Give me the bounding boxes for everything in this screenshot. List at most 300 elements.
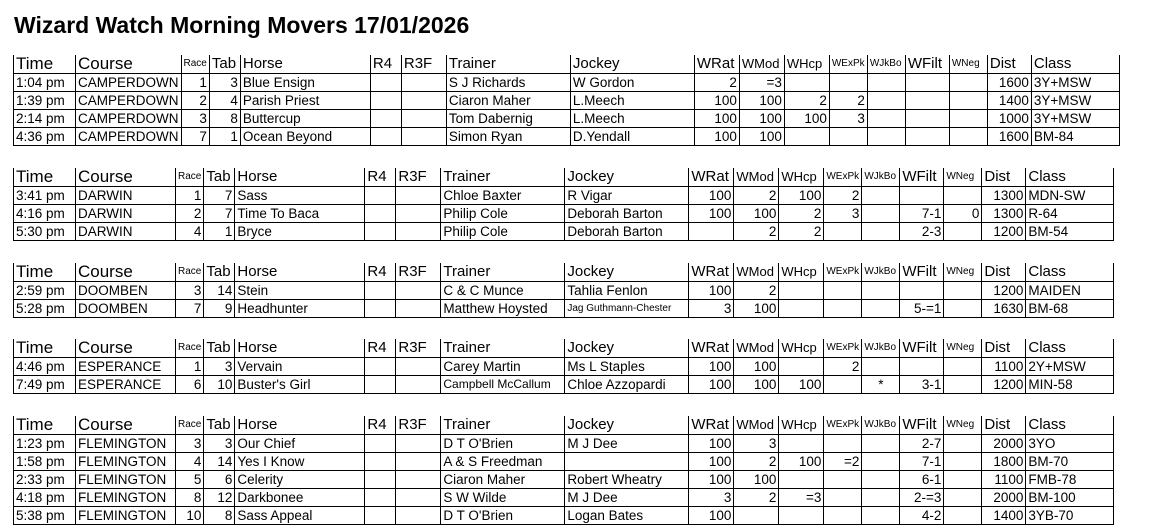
cell-course: FLEMINGTON — [76, 453, 176, 471]
cell-time: 4:16 pm — [14, 205, 76, 223]
cell-jockey: L.Meech — [570, 92, 694, 110]
cell-jockey: M J Dee — [565, 435, 689, 453]
column-header-wfilt: WFilt — [905, 55, 949, 74]
cell-r4 — [365, 507, 396, 525]
cell-wexpk: 3 — [824, 205, 862, 223]
cell-race: 8 — [176, 489, 204, 507]
cell-wfilt: 3-1 — [900, 376, 944, 394]
cell-horse: Stein — [235, 282, 365, 300]
cell-dist: 1100 — [982, 471, 1026, 489]
cell-r3f — [396, 435, 441, 453]
cell-wexpk: 2 — [824, 187, 862, 205]
cell-jockey — [565, 453, 689, 471]
cell-race: 4 — [176, 223, 204, 241]
cell-time: 4:36 pm — [14, 128, 76, 146]
cell-tab: 7 — [204, 205, 235, 223]
column-header-tab: Tab — [204, 339, 235, 358]
cell-race: 1 — [176, 358, 204, 376]
cell-r3f — [396, 453, 441, 471]
cell-wrat: 100 — [689, 471, 734, 489]
cell-race: 7 — [176, 300, 204, 318]
cell-wmod: 2 — [734, 282, 779, 300]
cell-course: ESPERANCE — [76, 358, 176, 376]
cell-whcp — [784, 74, 829, 92]
column-header-wjkbo: WJkBo — [867, 55, 905, 74]
table-row — [14, 92, 1120, 110]
cell-wrat — [689, 223, 734, 241]
column-header-r4: R4 — [365, 168, 396, 187]
cell-wexpk: =2 — [824, 453, 862, 471]
cell-wmod: 2 — [734, 223, 779, 241]
cell-wneg — [944, 435, 982, 453]
cell-whcp: 100 — [784, 110, 829, 128]
cell-trainer: Chloe Baxter — [441, 187, 565, 205]
column-header-horse: Horse — [235, 263, 365, 282]
cell-wfilt: 2-=3 — [900, 489, 944, 507]
cell-wmod: 100 — [734, 300, 779, 318]
column-header-course: Course — [76, 416, 176, 435]
table-row — [14, 376, 1114, 394]
table-row — [14, 453, 1114, 471]
cell-time: 1:39 pm — [14, 92, 76, 110]
table-row — [14, 435, 1114, 453]
cell-course: DOOMBEN — [76, 282, 176, 300]
cell-trainer: Campbell McCallum — [441, 376, 565, 394]
column-header-wjkbo: WJkBo — [862, 168, 900, 187]
column-header-wmod: WMod — [734, 416, 779, 435]
column-header-tab: Tab — [209, 55, 240, 74]
table-row — [14, 128, 1120, 146]
cell-class: MIN-58 — [1026, 376, 1114, 394]
cell-wneg — [949, 128, 987, 146]
cell-horse: Time To Baca — [235, 205, 365, 223]
cell-jockey: Robert Wheatry — [565, 471, 689, 489]
column-header-time: Time — [14, 416, 76, 435]
cell-dist: 1300 — [982, 205, 1026, 223]
cell-wfilt — [905, 128, 949, 146]
cell-jockey: M J Dee — [565, 489, 689, 507]
cell-course: DARWIN — [76, 223, 176, 241]
cell-r3f — [396, 358, 441, 376]
cell-wrat: 3 — [689, 300, 734, 318]
cell-r3f — [401, 74, 446, 92]
cell-tab: 8 — [209, 110, 240, 128]
column-header-whcp: WHcp — [784, 55, 829, 74]
cell-whcp — [779, 300, 824, 318]
column-header-wfilt: WFilt — [900, 263, 944, 282]
column-header-wfilt: WFilt — [900, 168, 944, 187]
cell-wrat: 100 — [689, 376, 734, 394]
cell-wrat: 100 — [689, 358, 734, 376]
cell-race: 2 — [176, 205, 204, 223]
cell-r3f — [401, 110, 446, 128]
race-table — [13, 339, 1114, 394]
cell-wjkbo — [867, 74, 905, 92]
cell-race: 4 — [176, 453, 204, 471]
cell-horse: Yes I Know — [235, 453, 365, 471]
cell-wexpk — [824, 282, 862, 300]
column-header-horse: Horse — [240, 55, 370, 74]
cell-wmod: 2 — [734, 489, 779, 507]
cell-course: DARWIN — [76, 187, 176, 205]
column-header-wfilt: WFilt — [900, 416, 944, 435]
cell-whcp — [779, 435, 824, 453]
column-header-dist: Dist — [982, 263, 1026, 282]
column-header-wjkbo: WJkBo — [862, 416, 900, 435]
cell-horse: Buttercup — [240, 110, 370, 128]
cell-class: 3Y+MSW — [1031, 92, 1119, 110]
column-header-trainer: Trainer — [446, 55, 570, 74]
cell-trainer: Ciaron Maher — [441, 471, 565, 489]
cell-jockey: Ms L Staples — [565, 358, 689, 376]
cell-wneg — [944, 507, 982, 525]
cell-wexpk — [829, 74, 867, 92]
column-header-r3f: R3F — [396, 263, 441, 282]
column-header-dist: Dist — [982, 339, 1026, 358]
cell-wjkbo: * — [862, 376, 900, 394]
cell-tab: 3 — [209, 74, 240, 92]
cell-dist: 2000 — [982, 489, 1026, 507]
column-header-course: Course — [76, 339, 176, 358]
table-row — [14, 300, 1114, 318]
cell-course: DOOMBEN — [76, 300, 176, 318]
cell-course: CAMPERDOWN — [76, 74, 182, 92]
cell-whcp — [779, 507, 824, 525]
column-header-wexpk: WExPk — [824, 168, 862, 187]
cell-wjkbo — [862, 471, 900, 489]
table-row — [14, 489, 1114, 507]
cell-course: CAMPERDOWN — [76, 110, 182, 128]
cell-class: 2Y+MSW — [1026, 358, 1114, 376]
column-header-wexpk: WExPk — [824, 263, 862, 282]
table-row — [14, 358, 1114, 376]
cell-wjkbo — [862, 489, 900, 507]
column-header-trainer: Trainer — [441, 416, 565, 435]
cell-wjkbo — [862, 223, 900, 241]
cell-class: BM-68 — [1026, 300, 1114, 318]
cell-wexpk: 3 — [829, 110, 867, 128]
cell-race: 2 — [181, 92, 209, 110]
column-header-time: Time — [14, 339, 76, 358]
cell-r3f — [396, 223, 441, 241]
cell-time: 4:46 pm — [14, 358, 76, 376]
cell-wexpk: 2 — [824, 358, 862, 376]
cell-jockey: Jag Guthmann-Chester — [565, 300, 689, 318]
cell-whcp — [784, 128, 829, 146]
column-header-jockey: Jockey — [565, 168, 689, 187]
cell-wmod — [734, 507, 779, 525]
cell-race: 5 — [176, 471, 204, 489]
cell-time: 2:14 pm — [14, 110, 76, 128]
cell-trainer: D T O'Brien — [441, 507, 565, 525]
cell-course: DARWIN — [76, 205, 176, 223]
cell-r3f — [396, 300, 441, 318]
cell-r3f — [401, 92, 446, 110]
column-header-wrat: WRat — [689, 416, 734, 435]
cell-wmod: 100 — [734, 376, 779, 394]
column-header-race: Race — [176, 416, 204, 435]
cell-horse: Headhunter — [235, 300, 365, 318]
cell-wneg — [944, 282, 982, 300]
cell-wfilt — [900, 187, 944, 205]
cell-wexpk — [829, 128, 867, 146]
column-header-r3f: R3F — [396, 416, 441, 435]
cell-wmod: 3 — [734, 435, 779, 453]
cell-wjkbo — [867, 110, 905, 128]
cell-wjkbo — [862, 205, 900, 223]
cell-r4 — [365, 187, 396, 205]
cell-trainer: Ciaron Maher — [446, 92, 570, 110]
cell-class: 3YO — [1026, 435, 1114, 453]
cell-wmod: 100 — [734, 358, 779, 376]
cell-class: BM-100 — [1026, 489, 1114, 507]
cell-wexpk: 2 — [829, 92, 867, 110]
column-header-wrat: WRat — [689, 339, 734, 358]
column-header-wrat: WRat — [689, 263, 734, 282]
cell-wfilt — [905, 92, 949, 110]
cell-r4 — [365, 435, 396, 453]
column-header-wmod: WMod — [734, 168, 779, 187]
cell-trainer: S W Wilde — [441, 489, 565, 507]
cell-time: 4:18 pm — [14, 489, 76, 507]
cell-wfilt — [900, 282, 944, 300]
cell-course: FLEMINGTON — [76, 507, 176, 525]
cell-class: MDN-SW — [1026, 187, 1114, 205]
cell-r3f — [396, 282, 441, 300]
cell-race: 10 — [176, 507, 204, 525]
cell-wfilt: 4-2 — [900, 507, 944, 525]
cell-jockey: Logan Bates — [565, 507, 689, 525]
cell-wexpk — [824, 435, 862, 453]
cell-class: BM-70 — [1026, 453, 1114, 471]
column-header-course: Course — [76, 263, 176, 282]
cell-time: 2:33 pm — [14, 471, 76, 489]
column-header-r4: R4 — [365, 263, 396, 282]
cell-race: 3 — [181, 110, 209, 128]
cell-wmod: 100 — [739, 110, 784, 128]
cell-tab: 3 — [204, 358, 235, 376]
cell-class: BM-54 — [1026, 223, 1114, 241]
cell-class: 3YB-70 — [1026, 507, 1114, 525]
column-header-trainer: Trainer — [441, 168, 565, 187]
cell-time: 5:30 pm — [14, 223, 76, 241]
column-header-race: Race — [181, 55, 209, 74]
cell-tab: 10 — [204, 376, 235, 394]
header-row — [14, 339, 1114, 358]
column-header-whcp: WHcp — [779, 263, 824, 282]
table-row — [14, 282, 1114, 300]
cell-wjkbo — [867, 128, 905, 146]
cell-wneg — [944, 453, 982, 471]
column-header-wneg: WNeg — [944, 416, 982, 435]
column-header-wmod: WMod — [734, 263, 779, 282]
column-header-wjkbo: WJkBo — [862, 263, 900, 282]
cell-r3f — [396, 507, 441, 525]
cell-wrat: 100 — [689, 435, 734, 453]
cell-trainer: Philip Cole — [441, 205, 565, 223]
cell-race: 6 — [176, 376, 204, 394]
table-row — [14, 507, 1114, 525]
column-header-horse: Horse — [235, 168, 365, 187]
cell-jockey: Deborah Barton — [565, 205, 689, 223]
column-header-jockey: Jockey — [565, 263, 689, 282]
cell-time: 5:38 pm — [14, 507, 76, 525]
cell-whcp: 2 — [779, 223, 824, 241]
cell-time: 7:49 pm — [14, 376, 76, 394]
column-header-tab: Tab — [204, 168, 235, 187]
cell-wrat: 100 — [694, 128, 739, 146]
cell-horse: Our Chief — [235, 435, 365, 453]
cell-wmod: 2 — [734, 187, 779, 205]
cell-wmod: 2 — [734, 453, 779, 471]
cell-trainer: Philip Cole — [441, 223, 565, 241]
cell-trainer: D T O'Brien — [441, 435, 565, 453]
cell-r4 — [370, 110, 401, 128]
cell-r3f — [396, 471, 441, 489]
cell-course: FLEMINGTON — [76, 435, 176, 453]
cell-r4 — [365, 358, 396, 376]
cell-tab: 9 — [204, 300, 235, 318]
cell-tab: 3 — [204, 435, 235, 453]
cell-wmod: 100 — [734, 471, 779, 489]
cell-wexpk — [824, 507, 862, 525]
cell-dist: 1800 — [982, 453, 1026, 471]
cell-wneg — [944, 489, 982, 507]
column-header-class: Class — [1026, 339, 1114, 358]
cell-whcp: =3 — [779, 489, 824, 507]
cell-wmod: =3 — [739, 74, 784, 92]
cell-whcp — [779, 471, 824, 489]
cell-wrat: 2 — [694, 74, 739, 92]
cell-class: R-64 — [1026, 205, 1114, 223]
cell-wjkbo — [862, 507, 900, 525]
cell-tab: 14 — [204, 282, 235, 300]
cell-wrat: 100 — [689, 282, 734, 300]
cell-whcp: 100 — [779, 453, 824, 471]
cell-dist: 1400 — [987, 92, 1031, 110]
table-row — [14, 471, 1114, 489]
cell-wexpk — [824, 300, 862, 318]
cell-course: CAMPERDOWN — [76, 128, 182, 146]
cell-wneg — [949, 110, 987, 128]
cell-time: 2:59 pm — [14, 282, 76, 300]
cell-wexpk — [824, 376, 862, 394]
column-header-class: Class — [1026, 416, 1114, 435]
cell-wexpk — [824, 223, 862, 241]
cell-dist: 1200 — [982, 376, 1026, 394]
cell-wrat: 3 — [689, 489, 734, 507]
race-table — [13, 416, 1114, 525]
column-header-wmod: WMod — [734, 339, 779, 358]
column-header-whcp: WHcp — [779, 339, 824, 358]
column-header-trainer: Trainer — [441, 339, 565, 358]
cell-r4 — [365, 282, 396, 300]
cell-wjkbo — [862, 358, 900, 376]
cell-tab: 14 — [204, 453, 235, 471]
header-row — [14, 263, 1114, 282]
cell-dist: 1000 — [987, 110, 1031, 128]
cell-horse: Vervain — [235, 358, 365, 376]
race-table — [13, 168, 1114, 241]
cell-tab: 4 — [209, 92, 240, 110]
column-header-r4: R4 — [365, 416, 396, 435]
table-row — [14, 205, 1114, 223]
cell-time: 1:04 pm — [14, 74, 76, 92]
cell-wfilt: 5-=1 — [900, 300, 944, 318]
cell-wexpk — [824, 471, 862, 489]
column-header-r3f: R3F — [396, 168, 441, 187]
cell-wexpk — [824, 489, 862, 507]
cell-horse: Celerity — [235, 471, 365, 489]
cell-wneg — [949, 92, 987, 110]
cell-wfilt: 7-1 — [900, 205, 944, 223]
cell-wrat: 100 — [689, 187, 734, 205]
cell-time: 1:58 pm — [14, 453, 76, 471]
column-header-whcp: WHcp — [779, 168, 824, 187]
column-header-horse: Horse — [235, 339, 365, 358]
cell-wjkbo — [862, 187, 900, 205]
column-header-wexpk: WExPk — [824, 339, 862, 358]
cell-wfilt: 2-3 — [900, 223, 944, 241]
cell-dist: 1200 — [982, 282, 1026, 300]
cell-wrat: 100 — [689, 453, 734, 471]
cell-wneg — [944, 187, 982, 205]
column-header-class: Class — [1026, 168, 1114, 187]
cell-wfilt: 2-7 — [900, 435, 944, 453]
page-title: Wizard Watch Morning Movers 17/01/2026 — [14, 12, 470, 38]
cell-tab: 1 — [209, 128, 240, 146]
cell-dist: 1600 — [987, 128, 1031, 146]
cell-jockey: D.Yendall — [570, 128, 694, 146]
cell-race: 3 — [176, 282, 204, 300]
column-header-race: Race — [176, 263, 204, 282]
cell-r3f — [396, 205, 441, 223]
cell-trainer: Carey Martin — [441, 358, 565, 376]
cell-wjkbo — [862, 435, 900, 453]
cell-class: 3Y+MSW — [1031, 110, 1119, 128]
cell-wjkbo — [862, 282, 900, 300]
cell-r4 — [365, 489, 396, 507]
cell-whcp: 100 — [779, 187, 824, 205]
cell-r4 — [370, 92, 401, 110]
cell-dist: 1630 — [982, 300, 1026, 318]
cell-r4 — [365, 376, 396, 394]
column-header-wexpk: WExPk — [829, 55, 867, 74]
column-header-horse: Horse — [235, 416, 365, 435]
table-row — [14, 110, 1120, 128]
cell-r3f — [396, 187, 441, 205]
cell-dist: 1300 — [982, 187, 1026, 205]
column-header-tab: Tab — [204, 416, 235, 435]
column-header-wrat: WRat — [694, 55, 739, 74]
cell-time: 1:23 pm — [14, 435, 76, 453]
column-header-wneg: WNeg — [949, 55, 987, 74]
column-header-race: Race — [176, 168, 204, 187]
cell-r4 — [365, 223, 396, 241]
column-header-jockey: Jockey — [570, 55, 694, 74]
cell-wneg — [944, 471, 982, 489]
cell-dist: 1600 — [987, 74, 1031, 92]
cell-wneg — [944, 358, 982, 376]
column-header-r3f: R3F — [396, 339, 441, 358]
cell-wneg — [944, 223, 982, 241]
cell-dist: 2000 — [982, 435, 1026, 453]
column-header-jockey: Jockey — [565, 339, 689, 358]
column-header-wmod: WMod — [739, 55, 784, 74]
cell-wfilt — [905, 74, 949, 92]
column-header-wneg: WNeg — [944, 263, 982, 282]
table-row — [14, 187, 1114, 205]
